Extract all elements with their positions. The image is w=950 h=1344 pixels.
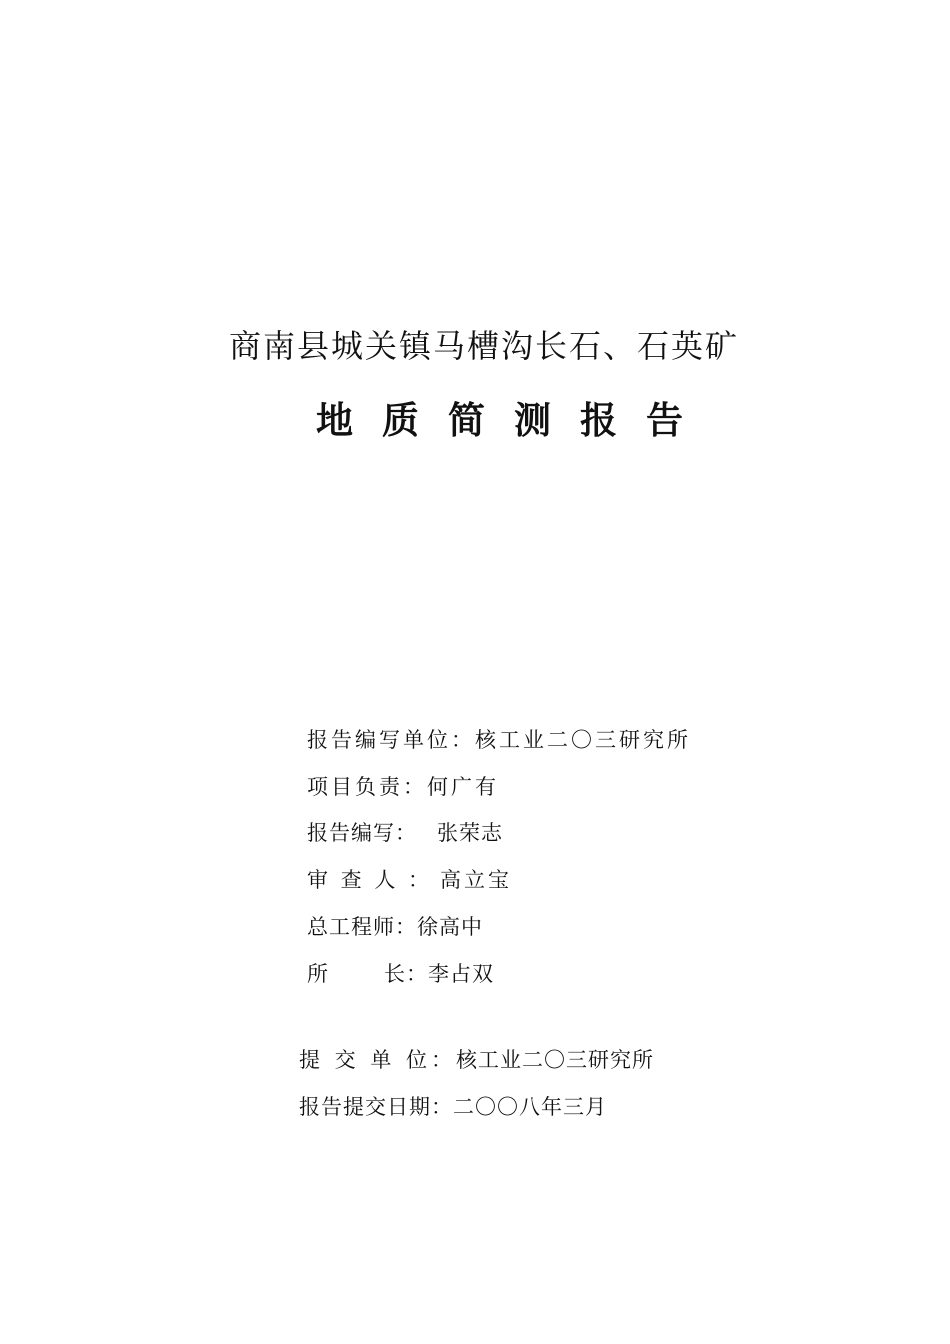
credit-reviewer-row bbox=[307, 870, 512, 891]
credit-unit-row bbox=[307, 730, 691, 751]
credit-writer-label: 报告编写： bbox=[307, 821, 417, 845]
credit-chief-engineer-label: 总工程师： bbox=[307, 915, 417, 939]
credit-unit-label: 报告编写单位： bbox=[307, 728, 475, 752]
credit-writer-value: 张荣志 bbox=[437, 821, 503, 845]
credit-writer-row bbox=[307, 823, 503, 844]
submission-date-row bbox=[299, 1097, 607, 1118]
credit-chief-engineer-value: 徐高中 bbox=[417, 915, 483, 939]
submission-unit-label: 提 交 单 位： bbox=[299, 1048, 457, 1072]
credit-director-row bbox=[307, 964, 494, 985]
credit-leader-value: 何广有 bbox=[427, 775, 499, 799]
submission-date-value: 二〇〇八年三月 bbox=[453, 1095, 607, 1119]
credit-leader-label: 项目负责： bbox=[307, 775, 427, 799]
submission-unit-value: 核工业二〇三研究所 bbox=[456, 1048, 655, 1072]
report-title: 商南县城关镇马槽沟长石、石英矿 bbox=[229, 327, 740, 365]
credit-reviewer-label: 审 查 人 ： bbox=[307, 868, 433, 892]
credit-director-label-a: 所 bbox=[307, 962, 329, 986]
credit-director-value: 李占双 bbox=[428, 962, 494, 986]
submission-unit-row bbox=[299, 1050, 654, 1071]
submission-date-label: 报告提交日期： bbox=[299, 1095, 453, 1119]
credit-reviewer-value: 高立宝 bbox=[440, 868, 513, 892]
credit-chief-engineer-row bbox=[307, 917, 483, 938]
credit-unit-value: 核工业二〇三研究所 bbox=[475, 728, 691, 752]
report-subtitle: 地质简测报告 bbox=[316, 399, 712, 442]
credit-director-label-b: 长： bbox=[384, 962, 428, 986]
credit-leader-row bbox=[307, 777, 499, 798]
